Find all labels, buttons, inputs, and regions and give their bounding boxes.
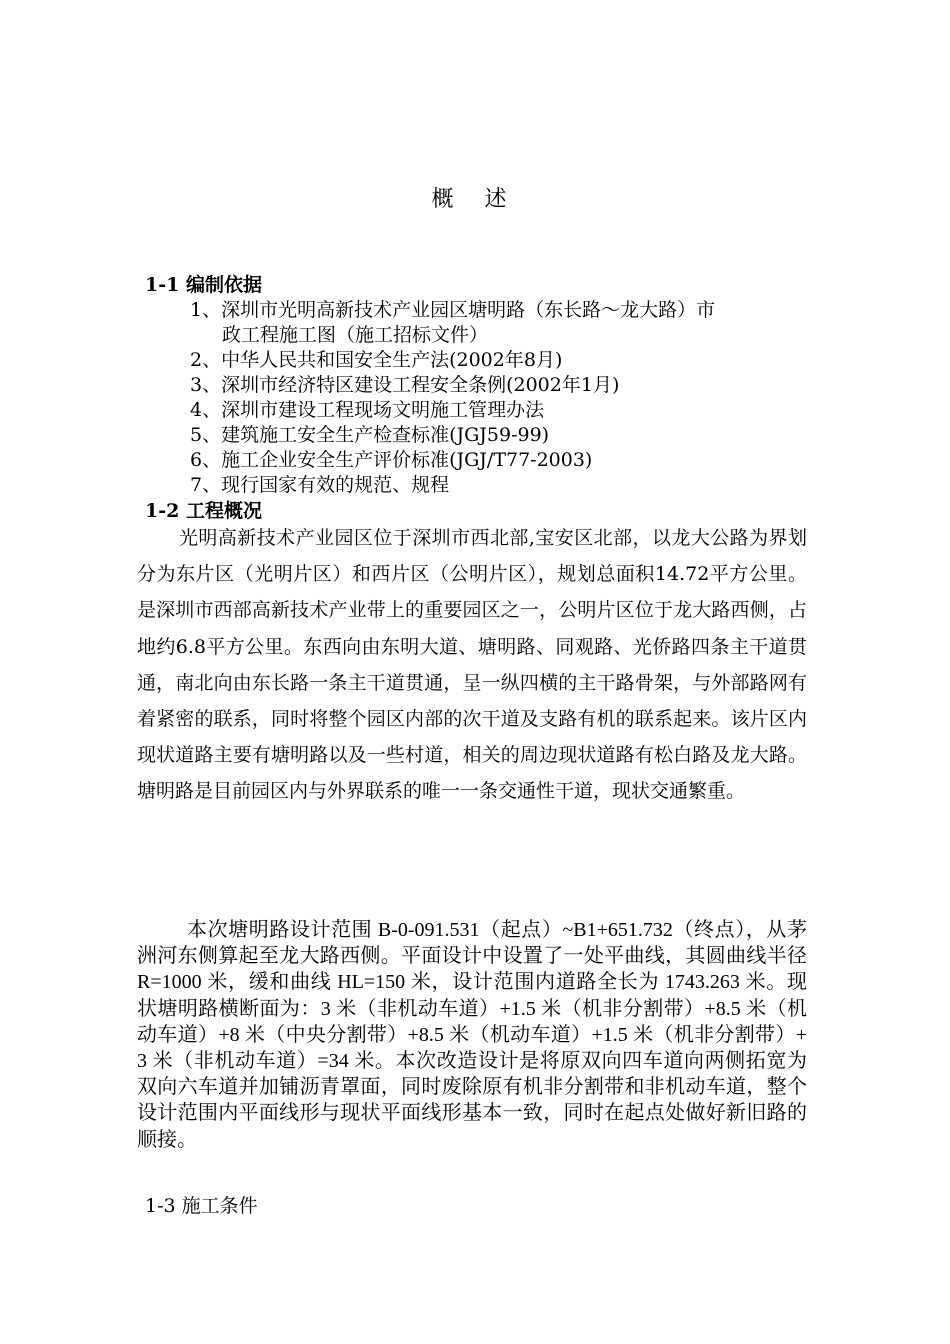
list-item: 4、深圳市建设工程现场文明施工管理办法 [190, 399, 545, 421]
list-item: 5、建筑施工安全生产检查标准(JGJ59-99) [190, 424, 550, 446]
list-item [190, 298, 810, 348]
page-title: 概 述 [431, 187, 519, 212]
list-item-line: 1、深圳市光明高新技术产业园区塘明路（东长路～龙大路）市 [190, 299, 716, 321]
list-item-continuation: 政工程施工图（施工招标文件） [222, 324, 489, 346]
section-heading-conditions: 1-3 施工条件 [145, 1195, 258, 1217]
list-item: 6、施工企业安全生产评价标准(JGJ/T77-2003) [190, 449, 593, 471]
list-item: 3、深圳市经济特区建设工程安全条例(2002年1月) [190, 374, 620, 396]
design-scope-paragraph: 本次塘明路设计范围 B-0-091.531（起点）~B1+651.732（终点），从茅洲河东侧算起至龙大路西侧。平面设计中设置了一处平曲线，其圆曲线半径 R=1000 米，缓和曲线 HL=150 米，设计范围内道路全长为 1743.263 米。现状塘明路横断面为：3 米（非机动车道）+1.5 米（机非分割带）+8.5 米（机动车道）+8 米（中央分割带）+8.5 米（机动车道）+1.5 米（机非分割带）+ 3 米（非机动车道）=34 米。本次改造设计是将原双向四车道向两侧拓宽为双向六车道并加铺沥青罩面，同时废除原有机非分割带和非机动车道，整个设计范围内平面线形与现状平面线形基本一致，同时在起点处做好新旧路的顺接。 [137, 919, 807, 1151]
list-item: 2、中华人民共和国安全生产法(2002年8月) [190, 349, 563, 371]
list-item: 7、现行国家有效的规范、规程 [190, 474, 450, 496]
overview-paragraph: 光明高新技术产业园区位于深圳市西北部,宝安区北部，以龙大公路为界划分为东片区（光明片区）和西片区（公明片区），规划总面积14.72平方公里。是深圳市西部高新技术产业带上的重要园区之一，公明片区位于龙大路西侧，占地约6.8平方公里。东西向由东明大道、塘明路、同观路、光侨路四条主干道贯通，南北向由东长路一条主干道贯通，呈一纵四横的主干路骨架，与外部路网有着紧密的联系，同时将整个园区内部的次干道及支路有机的联系起来。该片区内现状道路主要有塘明路以及一些村道，相关的周边现状道路有松白路及龙大路。塘明路是目前园区内与外界联系的唯一一条交通性干道，现状交通繁重。 [137, 527, 807, 803]
section-heading-overview: 1-2 工程概况 [145, 500, 262, 522]
section-heading-basis: 1-1 编制依据 [145, 274, 262, 296]
